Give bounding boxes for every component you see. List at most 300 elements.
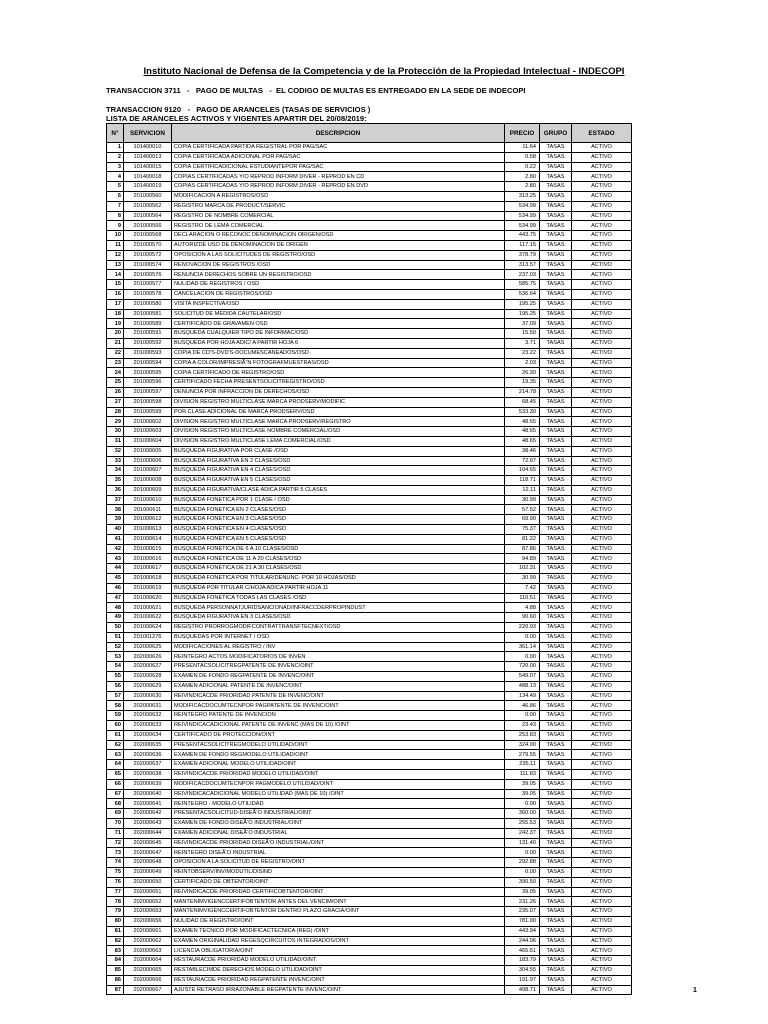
status: ACTIVO (572, 466, 632, 476)
status: ACTIVO (572, 750, 632, 760)
servicion-code: 201000562 (124, 201, 172, 211)
servicion-code: 202000628 (124, 672, 172, 682)
price: 134.49 (505, 691, 540, 701)
status: ACTIVO (572, 779, 632, 789)
servicion-code: 201000599 (124, 407, 172, 417)
description: CERTIFICADO DE GRAVAMEN OSD (172, 319, 505, 329)
status: ACTIVO (572, 672, 632, 682)
status: ACTIVO (572, 534, 632, 544)
price: 534.99 (505, 211, 540, 221)
status: ACTIVO (572, 299, 632, 309)
description: REGISTRO PRORROGMODIFCONTRATTRANSFTECNEXT/OSD (172, 623, 505, 633)
description: CERTIFICADO DE PROTECCION/OINT (172, 730, 505, 740)
table-row (107, 387, 632, 397)
price: 3.71 (505, 338, 540, 348)
description: LICENCIA OBLIGATORIA/OINT (172, 946, 505, 956)
group: TASAS (540, 417, 572, 427)
price: 11.64 (505, 143, 540, 153)
table-row (107, 358, 632, 368)
servicion-code: 202000642 (124, 809, 172, 819)
table-row (107, 446, 632, 456)
group: TASAS (540, 593, 572, 603)
servicion-code: 201000612 (124, 515, 172, 525)
servicion-code: 101400013 (124, 152, 172, 162)
price: 443.75 (505, 231, 540, 241)
status: ACTIVO (572, 867, 632, 877)
description: CANCELACION DE REGISTROS/OSD (172, 289, 505, 299)
status: ACTIVO (572, 260, 632, 270)
table-row (107, 838, 632, 848)
servicion-code: 202000626 (124, 652, 172, 662)
row-number: 54 (107, 662, 124, 672)
row-number: 85 (107, 965, 124, 975)
price: 0.00 (505, 652, 540, 662)
price: 2.80 (505, 182, 540, 192)
header-precio: PRECIO (505, 124, 540, 143)
servicion-code: 201000589 (124, 319, 172, 329)
row-number: 7 (107, 201, 124, 211)
servicion-code: 201000576 (124, 270, 172, 280)
group: TASAS (540, 916, 572, 926)
row-number: 43 (107, 554, 124, 564)
servicion-code: 201000605 (124, 446, 172, 456)
status: ACTIVO (572, 770, 632, 780)
row-number: 49 (107, 613, 124, 623)
price: 585.75 (505, 280, 540, 290)
table-row (107, 554, 632, 564)
group: TASAS (540, 691, 572, 701)
price: 23.22 (505, 348, 540, 358)
table-row (107, 672, 632, 682)
group: TASAS (540, 662, 572, 672)
price: 39.05 (505, 789, 540, 799)
group: TASAS (540, 466, 572, 476)
status: ACTIVO (572, 652, 632, 662)
price: 488.13 (505, 681, 540, 691)
status: ACTIVO (572, 916, 632, 926)
group: TASAS (540, 965, 572, 975)
status: ACTIVO (572, 848, 632, 858)
table-row (107, 172, 632, 182)
group: TASAS (540, 260, 572, 270)
row-number: 42 (107, 544, 124, 554)
status: ACTIVO (572, 858, 632, 868)
table-row (107, 867, 632, 877)
table-row (107, 975, 632, 985)
row-number: 1 (107, 143, 124, 153)
description: CERTIFICADO FECHA PRESENTSOLICITREGISTRO/OSD (172, 378, 505, 388)
price: 57.52 (505, 505, 540, 515)
price: 48.65 (505, 417, 540, 427)
row-number: 41 (107, 534, 124, 544)
row-number: 63 (107, 750, 124, 760)
servicion-code: 201000597 (124, 387, 172, 397)
status: ACTIVO (572, 877, 632, 887)
group: TASAS (540, 378, 572, 388)
group: TASAS (540, 525, 572, 535)
row-number: 71 (107, 828, 124, 838)
group: TASAS (540, 701, 572, 711)
group: TASAS (540, 456, 572, 466)
price: 104.65 (505, 466, 540, 476)
table-row (107, 721, 632, 731)
price: 30.99 (505, 495, 540, 505)
table-row (107, 652, 632, 662)
price: 304.55 (505, 965, 540, 975)
price: 292.88 (505, 858, 540, 868)
servicion-code: 202000647 (124, 848, 172, 858)
price: 313.57 (505, 260, 540, 270)
table-row (107, 319, 632, 329)
row-number: 15 (107, 280, 124, 290)
group: TASAS (540, 534, 572, 544)
servicion-code: 202000632 (124, 711, 172, 721)
price: 0.00 (505, 867, 540, 877)
row-number: 80 (107, 916, 124, 926)
description: EXAMEN TECNICO POR MODIFICACTECNICA (REG) /OINT (172, 926, 505, 936)
row-number: 39 (107, 515, 124, 525)
status: ACTIVO (572, 544, 632, 554)
table-row (107, 407, 632, 417)
table-row (107, 299, 632, 309)
table-row (107, 162, 632, 172)
servicion-code: 202000656 (124, 916, 172, 926)
servicion-code: 202000637 (124, 760, 172, 770)
table-row (107, 965, 632, 975)
price: 90.60 (505, 613, 540, 623)
row-number: 62 (107, 740, 124, 750)
row-number: 64 (107, 760, 124, 770)
list-subtitle: LISTA DE ARANCELES ACTIVOS Y VIGENTES APARTIR DEL 20/08/2019: (106, 114, 367, 123)
table-row (107, 201, 632, 211)
price: 361.14 (505, 642, 540, 652)
servicion-code: 202000639 (124, 779, 172, 789)
price: 378.79 (505, 250, 540, 260)
servicion-code: 201000610 (124, 495, 172, 505)
row-number: 20 (107, 329, 124, 339)
status: ACTIVO (572, 564, 632, 574)
servicion-code: 202000643 (124, 818, 172, 828)
servicion-code: 202000633 (124, 721, 172, 731)
servicion-code: 202000653 (124, 907, 172, 917)
aranceles-transaction-line: TRANSACCION 9120 - PAGO DE ARANCELES (TASAS DE SERVICIOS ) (106, 105, 371, 114)
group: TASAS (540, 143, 572, 153)
status: ACTIVO (572, 623, 632, 633)
price: 102.31 (505, 564, 540, 574)
table-row (107, 642, 632, 652)
description: EXAMEN ADICIONAL PATENTE DE INVENC/OINT (172, 681, 505, 691)
group: TASAS (540, 818, 572, 828)
description: RENOVACION DE REGISTROS /OSD (172, 260, 505, 270)
row-number: 14 (107, 270, 124, 280)
group: TASAS (540, 368, 572, 378)
status: ACTIVO (572, 368, 632, 378)
status: ACTIVO (572, 250, 632, 260)
group: TASAS (540, 505, 572, 515)
description: DIVISION REGISTRO MULTICLASE MARCA PRODSERV/REGISTRO (172, 417, 505, 427)
table-row (107, 348, 632, 358)
table-row (107, 397, 632, 407)
table-row (107, 544, 632, 554)
table-row (107, 662, 632, 672)
status: ACTIVO (572, 946, 632, 956)
description: COPIA A COLOR/IMPRESIÃ“N FOTOGRAFMUESTRAS/OSD (172, 358, 505, 368)
servicion-code: 202000651 (124, 887, 172, 897)
table-row (107, 613, 632, 623)
row-number: 45 (107, 574, 124, 584)
description: OPOSICION A LAS SOLICITUDES DE REGISTRO/OSD (172, 250, 505, 260)
description: DIVISION REGISTRO MULTICLASE NOMBRE COMERCIAL/OSD (172, 427, 505, 437)
group: TASAS (540, 446, 572, 456)
table-row (107, 603, 632, 613)
row-number: 51 (107, 632, 124, 642)
group: TASAS (540, 240, 572, 250)
group: TASAS (540, 427, 572, 437)
group: TASAS (540, 985, 572, 995)
header-estado: ESTADO (572, 124, 632, 143)
description: BUSQUEDA POR HOJA ADIC/ A PARTIR HOJA 6 (172, 338, 505, 348)
table-row (107, 956, 632, 966)
status: ACTIVO (572, 926, 632, 936)
row-number: 44 (107, 564, 124, 574)
price: 242.37 (505, 828, 540, 838)
description: BUSQUEDA FONETICA EN 3 CLASES/OSD (172, 515, 505, 525)
price: 81.22 (505, 534, 540, 544)
price: 2.80 (505, 172, 540, 182)
servicion-code: 201000578 (124, 289, 172, 299)
price: 87.86 (505, 544, 540, 554)
price: 235.07 (505, 907, 540, 917)
price: 4.88 (505, 603, 540, 613)
price: 75.37 (505, 525, 540, 535)
price: 443.94 (505, 926, 540, 936)
description: DENUNCIA POR INFRACCION DE DERECHOS/OSD (172, 387, 505, 397)
price: 0.00 (505, 711, 540, 721)
servicion-code: 201000607 (124, 466, 172, 476)
servicion-code: 201000604 (124, 436, 172, 446)
row-number: 83 (107, 946, 124, 956)
description: MODIFICACION A REGISTROS/OSD (172, 191, 505, 201)
servicion-code: 101400018 (124, 172, 172, 182)
group: TASAS (540, 348, 572, 358)
description: EXAMEN ORIGINALIDAD REGESQCIRCUITOS INTEGRADOS/OINT (172, 936, 505, 946)
price: 720.00 (505, 662, 540, 672)
servicion-code: 202000636 (124, 750, 172, 760)
servicion-code: 201000618 (124, 574, 172, 584)
row-number: 53 (107, 652, 124, 662)
row-number: 32 (107, 446, 124, 456)
status: ACTIVO (572, 387, 632, 397)
description: SOLICITUD DE MEDIDA CAUTELAR/OSD (172, 309, 505, 319)
description: BUSQUEDA FONETICA TODAS LAS CLASES /OSD (172, 593, 505, 603)
price: 23.43 (505, 721, 540, 731)
servicion-code: 202000644 (124, 828, 172, 838)
servicion-code: 201000603 (124, 427, 172, 437)
row-number: 68 (107, 799, 124, 809)
group: TASAS (540, 877, 572, 887)
table-body (107, 143, 632, 995)
price: 244.06 (505, 936, 540, 946)
servicion-code: 201000608 (124, 476, 172, 486)
description: REINTEGRO PATENTE DE INVENCION (172, 711, 505, 721)
price: 111.83 (505, 770, 540, 780)
table-row (107, 289, 632, 299)
table-row (107, 525, 632, 535)
description: PRESENTACSOLICITREGMODELO UTILIDAD/OINT (172, 740, 505, 750)
status: ACTIVO (572, 152, 632, 162)
table-row (107, 485, 632, 495)
description: PRESENTACSOLICITREGPATENTE DE INVENC/OINT (172, 662, 505, 672)
servicion-code: 201000564 (124, 211, 172, 221)
status: ACTIVO (572, 162, 632, 172)
price: 781.00 (505, 916, 540, 926)
servicion-code: 201000592 (124, 338, 172, 348)
description: COPIA CERTIFICADA PARTIDA REGISTRAL POR PAG/SAC (172, 143, 505, 153)
description: RENUNCIA DERECHOS SOBRE UN REGISTRO/OSD (172, 270, 505, 280)
group: TASAS (540, 476, 572, 486)
group: TASAS (540, 182, 572, 192)
row-number: 31 (107, 436, 124, 446)
description: REINTOBSERV/INV/MODUTIL/DISIND (172, 867, 505, 877)
group: TASAS (540, 721, 572, 731)
group: TASAS (540, 681, 572, 691)
group: TASAS (540, 623, 572, 633)
description: BUSQUEDA FIGURATIVA EN 5 CLASES/OSD (172, 476, 505, 486)
servicion-code: 101400015 (124, 162, 172, 172)
multas-transaction-line: TRANSACCION 3711 - PAGO DE MULTAS - EL CODIGO DE MULTAS ES ENTREGADO EN LA SEDE DE INDECOPI (106, 86, 526, 95)
description: POR CLASE ADICIONAL DE MARCA PRODSERV/OSD (172, 407, 505, 417)
price: 19.35 (505, 378, 540, 388)
status: ACTIVO (572, 789, 632, 799)
description: REIVINDICACDE PRIORIDAD CERTIFICOBTENTOR/OINT (172, 887, 505, 897)
table-row (107, 799, 632, 809)
group: TASAS (540, 603, 572, 613)
price: 279.55 (505, 750, 540, 760)
row-number: 26 (107, 387, 124, 397)
row-number: 84 (107, 956, 124, 966)
table-row (107, 436, 632, 446)
status: ACTIVO (572, 613, 632, 623)
row-number: 75 (107, 867, 124, 877)
servicion-code: 202000631 (124, 701, 172, 711)
servicion-code: 202000661 (124, 926, 172, 936)
row-number: 25 (107, 378, 124, 388)
row-number: 10 (107, 231, 124, 241)
group: TASAS (540, 280, 572, 290)
table-row (107, 907, 632, 917)
table-row (107, 505, 632, 515)
description: REIVINDICACADICIONAL MODELO UTILIDAD (MAS DE 10) /OINT (172, 789, 505, 799)
status: ACTIVO (572, 574, 632, 584)
group: TASAS (540, 407, 572, 417)
row-number: 56 (107, 681, 124, 691)
row-number: 46 (107, 583, 124, 593)
group: TASAS (540, 858, 572, 868)
description: BUSQUEDAS POR INTERNET / OSD (172, 632, 505, 642)
row-number: 27 (107, 397, 124, 407)
row-number: 18 (107, 309, 124, 319)
row-number: 69 (107, 809, 124, 819)
servicion-code: 201000614 (124, 534, 172, 544)
description: COPIA CERTIFICADICIONAL ESTUDIANTEPOR PAG/SAC (172, 162, 505, 172)
servicion-code: 202000629 (124, 681, 172, 691)
servicion-code: 202000645 (124, 838, 172, 848)
description: COPIA CERTIFICADO DE REGISTRO/OSD (172, 368, 505, 378)
group: TASAS (540, 672, 572, 682)
price: 191.97 (505, 975, 540, 985)
row-number: 74 (107, 858, 124, 868)
group: TASAS (540, 299, 572, 309)
row-number: 4 (107, 172, 124, 182)
status: ACTIVO (572, 221, 632, 231)
status: ACTIVO (572, 554, 632, 564)
description: MODIFICACDOCUMTECNPOR PAGMODELO UTILIDAD/OINT (172, 779, 505, 789)
description: BUSQUEDA FONETICA DE 6 A 10 CLASES/OSD (172, 544, 505, 554)
status: ACTIVO (572, 515, 632, 525)
status: ACTIVO (572, 975, 632, 985)
status: ACTIVO (572, 818, 632, 828)
group: TASAS (540, 779, 572, 789)
status: ACTIVO (572, 289, 632, 299)
table-row (107, 848, 632, 858)
row-number: 60 (107, 721, 124, 731)
row-number: 72 (107, 838, 124, 848)
price: 38.46 (505, 446, 540, 456)
status: ACTIVO (572, 525, 632, 535)
table-row (107, 760, 632, 770)
description: NULIDAD DE REGISTROS / OSD (172, 280, 505, 290)
servicion-code: 201000574 (124, 260, 172, 270)
description: RESTAURACDE PRIORIDAD MODELO UTILIDAD/OINT (172, 956, 505, 966)
status: ACTIVO (572, 358, 632, 368)
table-row (107, 143, 632, 153)
description: EXAMEN DE FONDO DISEÃ‘O INDUSTRIAL/OINT (172, 818, 505, 828)
servicion-code: 201000591 (124, 329, 172, 339)
price: 183.79 (505, 956, 540, 966)
price: 15.50 (505, 329, 540, 339)
description: EXAMEN ADICIONAL MODELO UTILIDAD/OINT (172, 760, 505, 770)
price: 237.03 (505, 270, 540, 280)
table-row (107, 191, 632, 201)
price: 69.90 (505, 515, 540, 525)
status: ACTIVO (572, 897, 632, 907)
row-number: 23 (107, 358, 124, 368)
description: MODIFICACIONES AL REGISTRO / INV (172, 642, 505, 652)
description: COPIA DE CD'S-DVD'S-DOCUMESCANEADOS/OSD (172, 348, 505, 358)
table-row (107, 789, 632, 799)
status: ACTIVO (572, 143, 632, 153)
description: REIVINDICACADICIONAL PATENTE DE INVENC (MAS DE 10) /OINT (172, 721, 505, 731)
description: COPIA CERTIFICADA ADICIONAL POR PAG/SAC (172, 152, 505, 162)
group: TASAS (540, 975, 572, 985)
group: TASAS (540, 867, 572, 877)
servicion-code: 202000649 (124, 867, 172, 877)
description: BUSQUEDA FIGURATIVA/CLASE ADICA PARTIR 5 CLASES (172, 485, 505, 495)
price: 48.65 (505, 427, 540, 437)
row-number: 12 (107, 250, 124, 260)
description: BUSQUEDA CUALQUIER TIPO DE INFORMAC/OSD (172, 329, 505, 339)
price: 253.83 (505, 730, 540, 740)
group: TASAS (540, 397, 572, 407)
servicion-code: 202000650 (124, 877, 172, 887)
group: TASAS (540, 897, 572, 907)
status: ACTIVO (572, 642, 632, 652)
description: RESTAURACDE PRIORIDAD REGPATENTE INVENC/OINT (172, 975, 505, 985)
price: 131.40 (505, 838, 540, 848)
status: ACTIVO (572, 319, 632, 329)
table-row (107, 476, 632, 486)
group: TASAS (540, 162, 572, 172)
